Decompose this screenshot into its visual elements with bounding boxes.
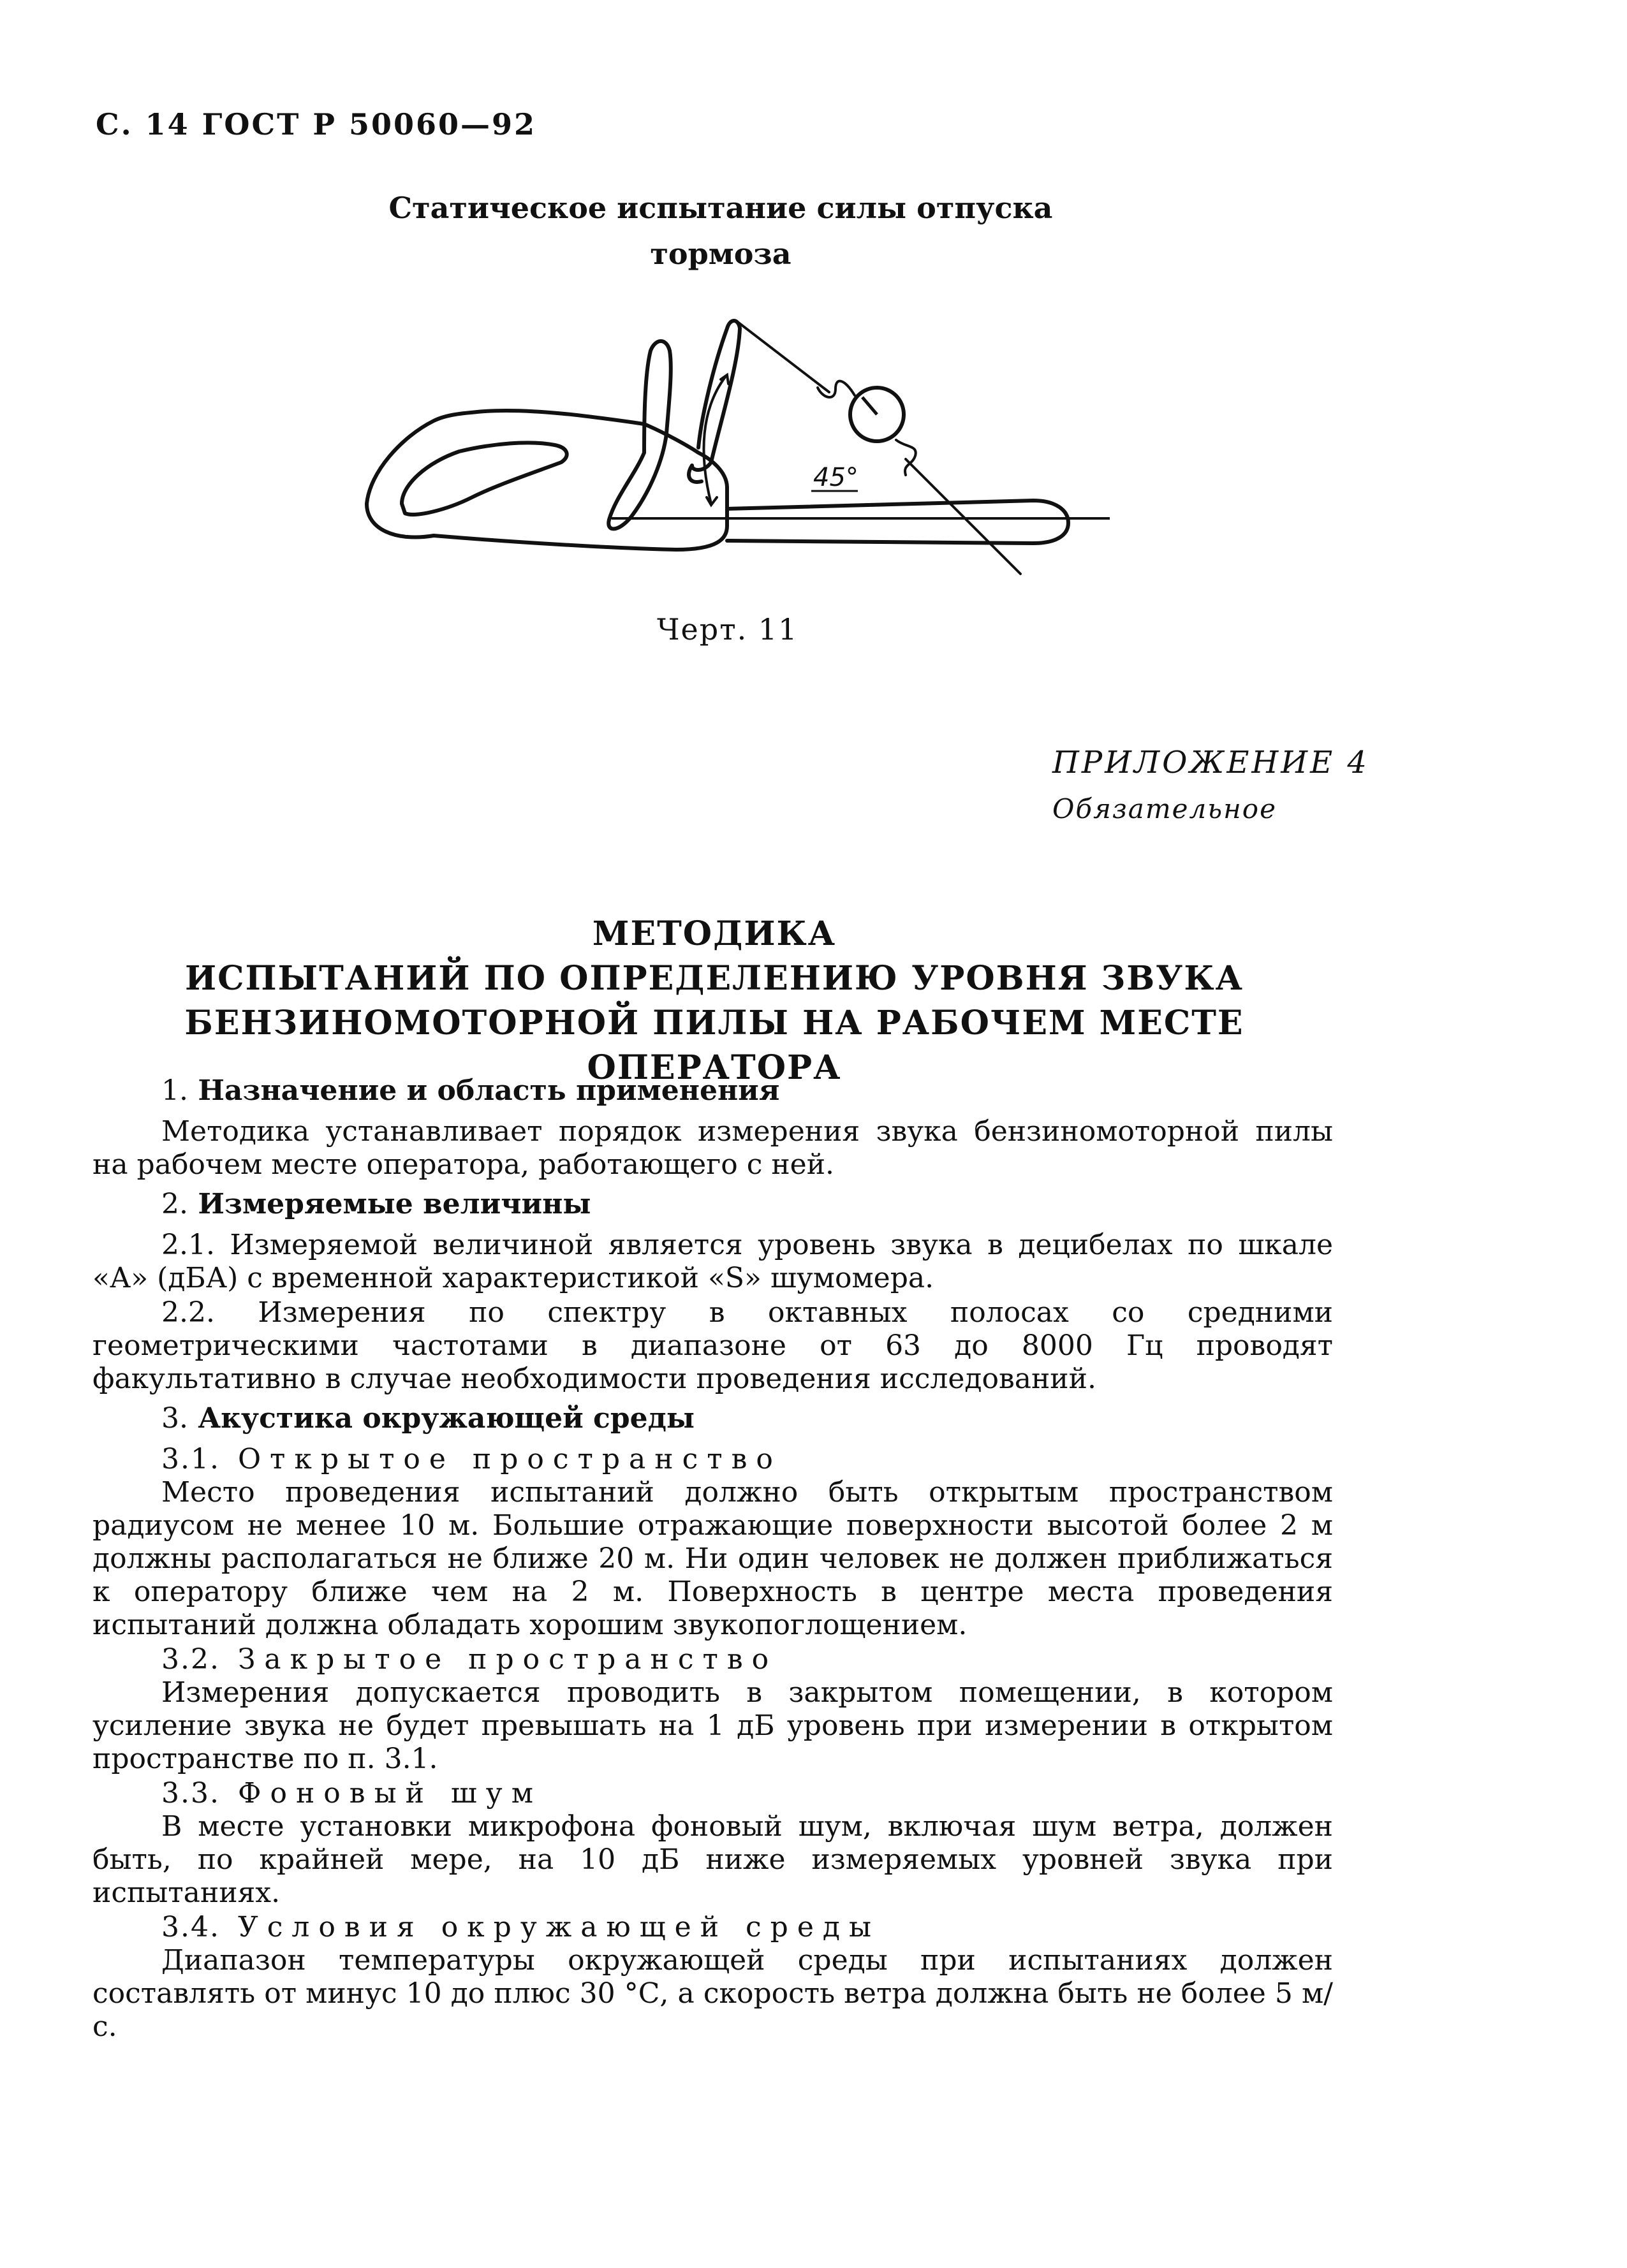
clause-2-2: 2.2. Измерения по спектру в октавных полосах со средними геометрическими частотами в диапазоне от 63 до 8000 Гц проводят факультативно в случае необходимости проведения исследований. [92,1296,1333,1395]
wire-right [896,440,916,475]
subsection-3-1-heading [92,1443,1333,1476]
clause-3-1: Место проведения испытаний должно быть открытым пространством радиусом не менее 10 м. Большие отражающие поверхности высотой более 2 м должны располагаться не ближе 20 м. Ни один человек не должен приближаться к оператору ближе чем на 2 м. Поверхность в центре места проведения испытаний должна обладать хорошим звукопоглощением. [92,1476,1333,1641]
section-title: Измеряемые величины [198,1188,591,1220]
clause-3-2: Измерения допускается проводить в закрытом помещении, в котором усиление звука не будет превышать на 1 дБ уровень при измерении в открытом пространстве по п. 3.1. [92,1676,1333,1775]
force-line [739,323,829,392]
document-title-line-3: БЕНЗИНОМОТОРНОЙ ПИЛЫ НА РАБОЧЕМ МЕСТЕ ОПЕРАТОРА [184,1004,1244,1087]
section-3-heading [92,1402,1333,1435]
document-title-line-1: МЕТОДИКА [592,914,837,953]
section-title: Назначение и область применения [198,1074,780,1107]
subsection-number: 3.4. [161,1911,220,1943]
subsection-title: Условия окружающей среды [237,1911,880,1943]
rear-handle-opening [402,443,567,515]
clause-2-1: 2.1. Измеряемой величиной является уровень звука в децибелах по шкале «А» (дБА) с временной характеристикой «S» шумомера. [92,1229,1333,1294]
subsection-number: 3.3. [161,1777,220,1810]
subsection-3-4-heading [92,1911,1333,1944]
dynamometer-icon [850,388,904,441]
section-number: 1. [161,1074,188,1107]
figure-title-line-1: Статическое испытание силы отпуска [388,191,1053,225]
appendix-label: ПРИЛОЖЕНИЕ 4 [1052,745,1369,780]
subsection-3-3-heading [92,1777,1333,1810]
section-1-heading [92,1074,1333,1108]
appendix-status: Обязательное [1052,793,1277,824]
section-1-text: Методика устанавливает порядок измерения звука бензиномоторной пилы на рабочем месте оператора, работающего с ней. [92,1115,1333,1181]
page-header: С. 14 ГОСТ Р 50060—92 [96,107,537,142]
front-handle [608,341,671,529]
clause-3-3: В месте установки микрофона фоновый шум, включая шум ветра, должен быть, по крайней мере, на 10 дБ ниже измеряемых уровней звука при испытаниях. [92,1810,1333,1909]
subsection-title: Фоновый шум [237,1777,542,1810]
section-number: 2. [161,1188,188,1220]
document-title [115,912,1314,1090]
subsection-title: Закрытое пространство [237,1643,778,1676]
brake-lever [692,321,740,470]
subsection-number: 3.1. [161,1443,220,1475]
subsection-title: Открытое пространство [237,1443,782,1475]
saw-body-outline [367,411,727,550]
document-title-line-2: ИСПЫТАНИЙ ПО ОПРЕДЕЛЕНИЮ УРОВНЯ ЗВУКА [184,959,1244,998]
subsection-number: 3.2. [161,1643,220,1676]
figure-caption: Черт. 11 [657,612,799,647]
document-body [92,1074,1333,2045]
section-number: 3. [161,1402,188,1435]
figure-title-line-2: тормоза [650,237,791,271]
subsection-3-2-heading [92,1643,1333,1676]
guide-bar [727,501,1068,543]
section-title: Акустика окружающей среды [198,1402,695,1435]
section-2-heading [92,1188,1333,1221]
diagonal-45-line [906,459,1020,574]
clause-3-4: Диапазон температуры окружающей среды при испытаниях должен составлять от минус 10 до плюс 30 °С, а скорость ветра должна быть не более 5 м/с. [92,1944,1333,2043]
angle-label: 45° [813,463,858,492]
chainsaw-brake-drawing [344,281,1110,612]
figure-title [370,185,1071,277]
